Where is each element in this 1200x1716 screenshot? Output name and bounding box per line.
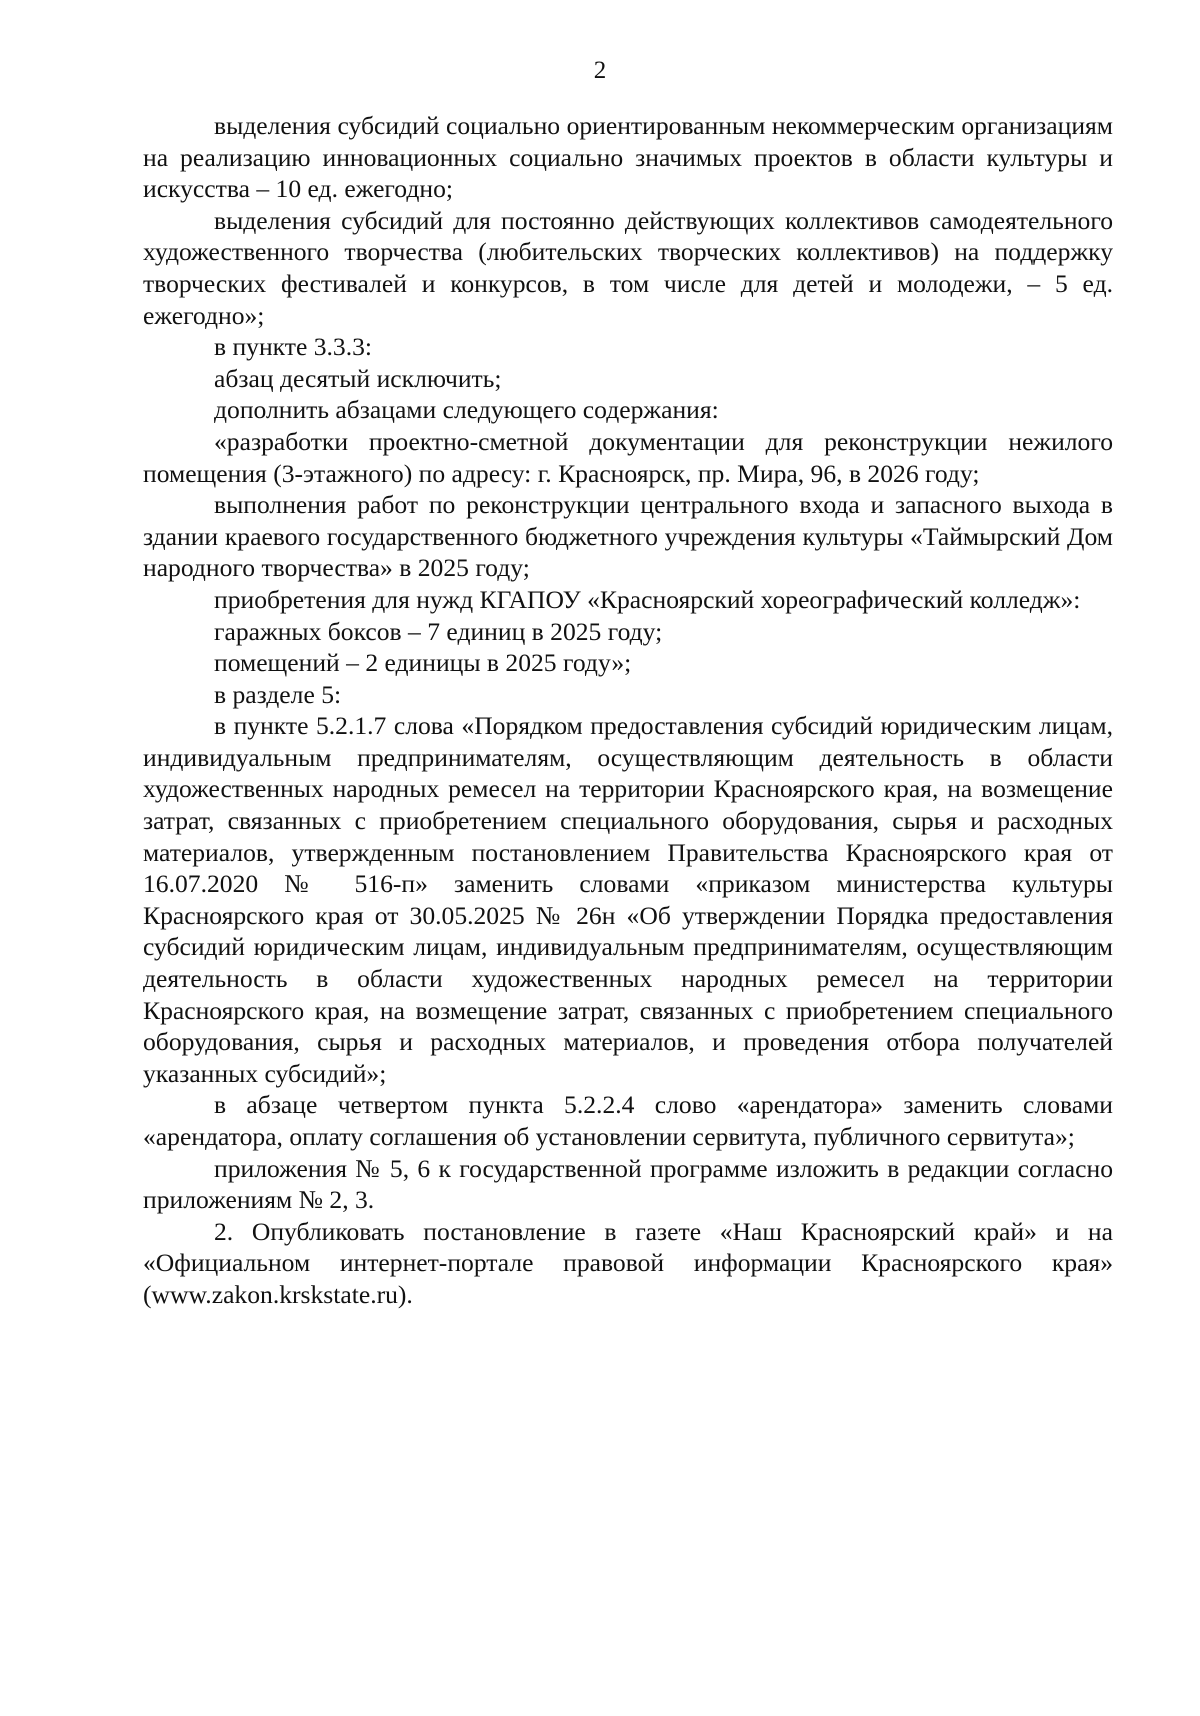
page-number: 2 (593, 57, 607, 84)
paragraph-acquisition: приобретения для нужд КГАПОУ «Красноярский хореографический колледж»: (214, 584, 1081, 614)
paragraph-exclude-tenth: абзац десятый исключить; (214, 363, 502, 393)
paragraph-appendices: приложения № 5, 6 к государственной программе изложить в редакции согласно приложениям № 2, 3. (143, 1153, 1113, 1215)
paragraph-publish: 2. Опубликовать постановление в газете «Наш Красноярский край» и на «Официальном интернет-портале правовой информации Красноярского края» (www.zakon.krskstate.ru). (143, 1216, 1113, 1309)
paragraph-section-5: в разделе 5: (214, 679, 342, 709)
paragraph-subsidies-nko: выделения субсидий социально ориентированным некоммерческим организациям на реализацию инновационных социально значимых проектов в области культуры и искусства – 10 ед. ежегодно; (143, 111, 1113, 204)
paragraph-premises: помещений – 2 единицы в 2025 году»; (214, 648, 632, 678)
paragraph-point-5-2-2-4: в абзаце четвертом пункта 5.2.2.4 слово «арендатора» заменить словами «арендатора, оплату соглашения об установлении сервитута, публичного сервитута»; (143, 1090, 1113, 1151)
paragraph-subsidies-collectives: выделения субсидий для постоянно действующих коллективов самодеятельного художественного творчества (любительских творческих коллективов) на поддержку творческих фестивалей и конкурсов, в том числе для детей и молодежи, – 5 ед. ежегодно»; (143, 205, 1113, 330)
paragraph-point-3-3-3: в пункте 3.3.3: (214, 332, 373, 362)
paragraph-add-paragraphs: дополнить абзацами следующего содержания: (214, 395, 719, 425)
paragraph-garage-boxes: гаражных боксов – 7 единиц в 2025 году; (214, 616, 663, 646)
paragraph-point-5-2-1-7: в пункте 5.2.1.7 слова «Порядком предоставления субсидий юридическим лицам, индивидуальным предпринимателям, осуществляющим деятельность в области художественных народных ремесел на территории Красноярского края, на возмещение затрат, связанных с приобретением специального оборудования, сырья и расходных материалов, утвержденным постановлением Правительства Красноярского края от 16.07.2020 № 516-п» заменить словами «приказом министерства культуры Красноярского края от 30.05.2025 № 26н «Об утверждении Порядка предоставления субсидий юридическим лицам, индивидуальным предпринимателям, осуществляющим деятельность в области художественных народных ремесел на территории Красноярского края, на возмещение затрат, связанных с приобретением специального оборудования, сырья и расходных материалов, и проведения отбора получателей указанных субсидий»; (143, 711, 1113, 1088)
paragraph-design-documentation: «разработки проектно-сметной документации для реконструкции нежилого помещения (3-этажного) по адресу: г. Красноярск, пр. Мира, 96, в 2026 году; (143, 426, 1113, 488)
paragraph-reconstruction-works: выполнения работ по реконструкции центрального входа и запасного выхода в здании краевого государственного бюджетного учреждения культуры «Таймырский Дом народного творчества» в 2025 году; (143, 490, 1113, 583)
document-body (143, 110, 1113, 1311)
